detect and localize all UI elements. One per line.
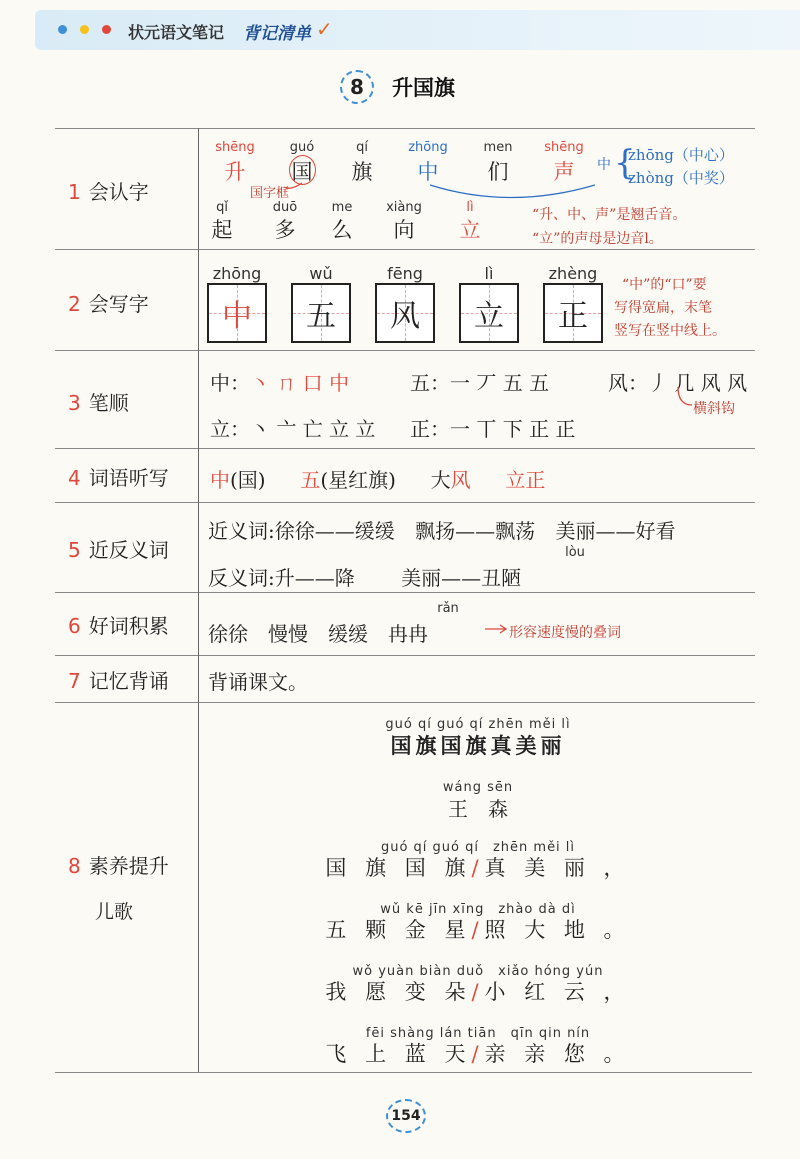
row-divider	[55, 702, 755, 703]
antonym-row: 反义词:升——降 美丽——丑陋	[208, 566, 522, 590]
writing-grid: 风	[375, 283, 435, 343]
pinyin: lòu	[565, 545, 585, 560]
poem-line-pinyin: guó qí guó qí zhēn měi lì	[380, 840, 576, 855]
lesson-number: 8	[340, 70, 374, 104]
poem-line-pinyin: wǒ yuàn biàn duǒ xiǎo hóng yún	[352, 964, 604, 979]
row-label-synonyms: 5 近反义词	[68, 538, 169, 562]
row-label-words: 6 好词积累	[68, 614, 169, 638]
stroke-note: 横斜钩	[693, 401, 735, 417]
writing-grid: 五	[291, 283, 351, 343]
red-dot-icon	[102, 25, 111, 34]
pinyin: me	[331, 200, 353, 215]
row-label-strokes: 3 笔顺	[68, 391, 129, 415]
poem-line-pinyin: wǔ kē jīn xīng zhào dà dì	[380, 902, 576, 917]
hanzi: 声	[553, 160, 575, 184]
pinyin: lì	[466, 200, 474, 215]
pinyin: fēng	[387, 264, 423, 283]
row-label-recognize: 1 会认字	[68, 180, 149, 204]
hanzi: 中	[417, 160, 439, 184]
words-note: 形容速度慢的叠词	[509, 625, 621, 641]
hanzi: 旗	[351, 160, 373, 184]
stroke-li: 立：丶 亠 亡 立 立	[210, 417, 376, 441]
pinyin: qǐ	[216, 200, 228, 215]
pinyin: shēng	[544, 140, 584, 155]
row-divider	[55, 350, 755, 351]
hanzi: 国	[291, 160, 313, 184]
hanzi: 向	[393, 218, 415, 242]
poem-author: 王 森	[448, 797, 508, 821]
writing-grid: 中	[207, 283, 267, 343]
write-note-2: 写得宽扁，末笔	[614, 300, 712, 316]
pinyin: qí	[356, 140, 368, 155]
row-divider	[55, 249, 755, 250]
lesson-name: 升国旗	[392, 76, 455, 100]
table-bottom-rule	[55, 1072, 752, 1073]
row-divider	[55, 592, 755, 593]
pinyin: lì	[484, 264, 494, 283]
synonym-row: 近义词:徐徐——缓缓 飘扬——飘荡 美丽——好看	[208, 519, 676, 543]
good-words: 徐徐 慢慢 缓缓 冉冉	[208, 622, 428, 646]
poly-reading-1: zhōng（中心）	[628, 146, 734, 164]
recite-text: 背诵课文。	[208, 670, 308, 694]
row-divider	[55, 448, 755, 449]
poem-line: 飞 上 蓝 天/亲 亲 您 。	[325, 1042, 631, 1066]
pinyin: zhèng	[548, 264, 598, 283]
brand-title: 状元语文笔记	[128, 23, 225, 42]
stroke-zhong: 中：丶 ㄇ 口 中	[210, 371, 350, 395]
poem-title: 国旗国旗真美丽	[390, 733, 566, 758]
hanzi: 多	[274, 218, 296, 242]
note-retroflex: “升、中、声”是翘舌音。	[532, 207, 687, 223]
row-label-literacy: 8 素养提升	[68, 854, 169, 878]
brand-subtitle: 背记清单	[243, 24, 311, 44]
header-dots	[58, 25, 111, 34]
dictation-row: 中(国) 五(星红旗) 大风 立正	[210, 468, 546, 492]
yellow-dot-icon	[80, 25, 89, 34]
row-divider	[55, 655, 755, 656]
blue-dot-icon	[58, 25, 67, 34]
row-divider	[55, 502, 755, 503]
note-guozikuang: 国字框	[250, 186, 290, 201]
poem-author-pinyin: wáng sēn	[442, 780, 514, 795]
write-note-1: “中”的“口”要	[622, 277, 707, 293]
row-label-dictation: 4 词语听写	[68, 466, 169, 490]
poem-line: 五 颗 金 星/照 大 地 。	[325, 918, 631, 942]
writing-grid: 正	[543, 283, 603, 343]
pinyin: xiàng	[386, 200, 422, 215]
poem-line-pinyin: fēi shàng lán tiān qīn qin nín	[365, 1026, 591, 1041]
pinyin: guó	[289, 140, 315, 155]
hanzi: 升	[224, 160, 246, 184]
table-top-rule	[55, 128, 755, 129]
hanzi: 们	[487, 160, 509, 184]
row-label-children-song: 儿歌	[95, 901, 134, 923]
pinyin: wǔ	[309, 264, 333, 283]
poem-title-pinyin: guó qí guó qí zhēn měi lì	[385, 717, 571, 732]
pinyin: rǎn	[437, 601, 459, 616]
pinyin: duō	[272, 200, 298, 215]
poem-line: 国 旗 国 旗/真 美 丽 ，	[325, 856, 631, 880]
pinyin: zhōng	[408, 140, 448, 155]
stroke-feng: 风：丿 几 风 风	[608, 371, 748, 395]
poem-line: 我 愿 变 朵/小 红 云 ，	[325, 980, 631, 1004]
hanzi: 立	[459, 218, 481, 242]
stroke-wu: 五：一 丆 五 五	[410, 371, 550, 395]
arrow-icon	[484, 622, 508, 636]
page-number: 154	[386, 1099, 426, 1133]
row-label-write: 2 会写字	[68, 292, 149, 316]
writing-grid: 立	[459, 283, 519, 343]
lesson-title	[340, 70, 455, 104]
brace-icon: {	[614, 143, 636, 183]
pinyin: shēng	[215, 140, 255, 155]
hanzi: 起	[211, 218, 233, 242]
pinyin: men	[483, 140, 513, 155]
write-note-3: 竖写在竖中线上。	[614, 323, 726, 339]
check-icon: ✓	[316, 17, 333, 41]
hanzi: 么	[331, 218, 353, 242]
stroke-zheng: 正：一 丅 下 正 正	[410, 417, 576, 441]
pinyin: zhōng	[212, 264, 262, 283]
poly-reading-2: zhòng（中奖）	[628, 169, 734, 187]
note-lateral: “立”的声母是边音l。	[532, 231, 663, 247]
poly-char: 中	[597, 157, 611, 173]
row-label-recite: 7 记忆背诵	[68, 669, 169, 693]
